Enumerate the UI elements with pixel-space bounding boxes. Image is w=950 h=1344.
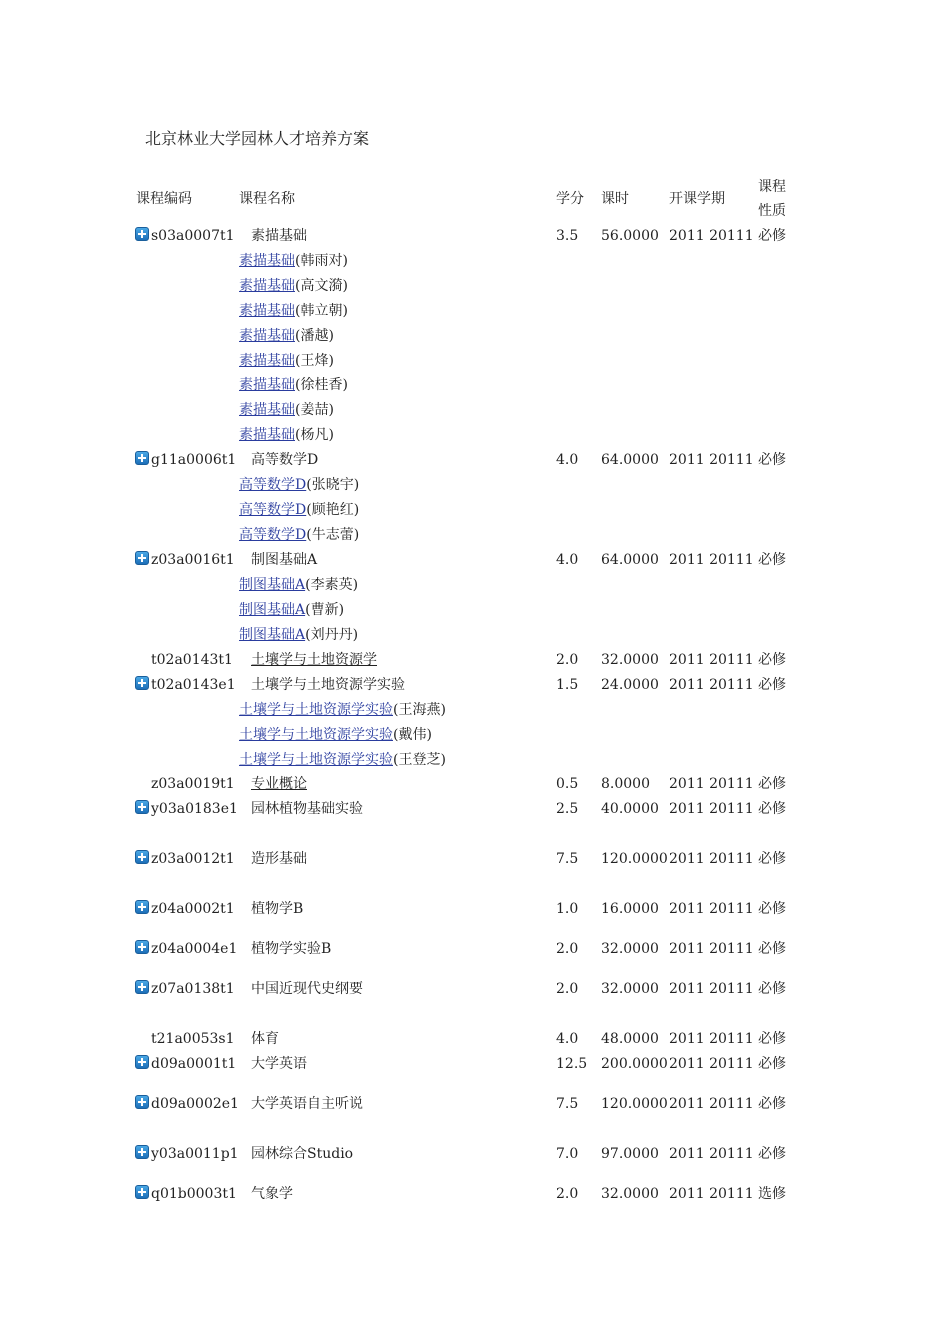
course-name: 中国近现代史纲要 (251, 981, 363, 997)
section-item (239, 625, 358, 645)
section-teacher: (王烽) (295, 353, 334, 369)
course-code: z03a0016t1 (151, 552, 235, 568)
course-name: 制图基础A (251, 552, 318, 568)
section-item (239, 725, 432, 745)
course-term: 2011 20111 (669, 1031, 754, 1047)
course-code: d09a0001t1 (151, 1056, 237, 1072)
section-link[interactable]: 素描基础 (239, 377, 295, 393)
section-teacher: (杨凡) (295, 427, 334, 443)
section-item (239, 301, 348, 321)
section-teacher: (王登芝) (393, 752, 446, 768)
course-term: 2011 20111 (669, 941, 754, 957)
section-teacher: (姜喆) (295, 402, 334, 418)
section-item (239, 575, 358, 595)
course-credit: 7.5 (556, 1096, 579, 1112)
course-hours: 97.0000 (601, 1146, 659, 1162)
course-name: 大学英语自主听说 (251, 1096, 363, 1112)
course-credit: 4.0 (556, 552, 579, 568)
course-term: 2011 20111 (669, 801, 754, 817)
section-teacher: (顾艳红) (306, 502, 360, 518)
course-name: 植物学实验B (251, 941, 332, 957)
course-code: q01b0003t1 (151, 1186, 237, 1202)
section-link[interactable]: 素描基础 (239, 303, 295, 319)
section-link[interactable]: 素描基础 (239, 253, 295, 269)
expand-plus-icon[interactable] (135, 1145, 149, 1159)
course-credit: 1.0 (556, 901, 579, 917)
course-nature: 必修 (758, 901, 786, 917)
section-item (239, 750, 446, 770)
course-nature: 必修 (758, 1096, 786, 1112)
course-code: t02a0143t1 (151, 652, 233, 668)
course-code: d09a0002e1 (151, 1096, 239, 1112)
course-credit: 2.0 (556, 652, 579, 668)
section-item (239, 475, 359, 495)
course-credit: 3.5 (556, 228, 579, 244)
course-credit: 4.0 (556, 452, 579, 468)
section-item (239, 525, 359, 545)
header-name: 课程名称 (239, 191, 295, 207)
course-nature: 必修 (758, 677, 786, 693)
section-teacher: (牛志蕾) (306, 527, 360, 543)
section-teacher: (李素英) (305, 577, 359, 593)
section-item (239, 425, 334, 445)
course-nature: 必修 (758, 452, 786, 468)
course-nature: 必修 (758, 552, 786, 568)
section-link[interactable]: 素描基础 (239, 328, 295, 344)
section-link[interactable]: 高等数学D (239, 527, 307, 543)
header-nature-line1: 课程 (758, 179, 786, 195)
course-name: 园林植物基础实验 (251, 801, 363, 817)
course-credit: 2.0 (556, 981, 579, 997)
course-nature: 必修 (758, 1031, 786, 1047)
course-nature: 必修 (758, 1056, 786, 1072)
course-code: y03a0183e1 (151, 801, 238, 817)
course-term: 2011 20111 (669, 981, 754, 997)
course-term: 2011 20111 (669, 228, 754, 244)
section-item (239, 276, 348, 296)
section-link[interactable]: 素描基础 (239, 353, 295, 369)
expand-plus-icon[interactable] (135, 1095, 149, 1109)
page-title: 北京林业大学园林人才培养方案 (145, 129, 370, 148)
course-hours: 200.0000 (601, 1056, 668, 1072)
course-name: 植物学B (251, 901, 304, 917)
course-name: 造形基础 (251, 851, 307, 867)
expand-plus-icon[interactable] (135, 850, 149, 864)
section-teacher: (徐桂香) (295, 377, 348, 393)
header-nature-line2: 性质 (758, 203, 786, 219)
section-link[interactable]: 素描基础 (239, 402, 295, 418)
expand-plus-icon[interactable] (135, 451, 149, 465)
section-item (239, 600, 344, 620)
section-teacher: (曹新) (305, 602, 345, 618)
course-name: 体育 (251, 1031, 279, 1047)
course-credit: 7.0 (556, 1146, 579, 1162)
course-term: 2011 20111 (669, 776, 754, 792)
section-item (239, 400, 334, 420)
expand-plus-icon[interactable] (135, 227, 149, 241)
section-item (239, 375, 348, 395)
course-term: 2011 20111 (669, 552, 754, 568)
course-nature: 必修 (758, 776, 786, 792)
course-hours: 32.0000 (601, 941, 659, 957)
section-link[interactable]: 高等数学D (239, 502, 307, 518)
course-term: 2011 20111 (669, 1056, 754, 1072)
section-item (239, 500, 359, 520)
section-teacher: (刘丹丹) (305, 627, 359, 643)
course-term: 2011 20111 (669, 901, 754, 917)
header-code: 课程编码 (136, 191, 192, 207)
section-link[interactable]: 制图基础A (239, 627, 306, 643)
course-code: g11a0006t1 (151, 452, 237, 468)
course-credit: 2.0 (556, 941, 579, 957)
course-nature: 选修 (758, 1186, 786, 1202)
course-credit: 0.5 (556, 776, 579, 792)
course-code: z03a0019t1 (151, 776, 235, 792)
section-link[interactable]: 素描基础 (239, 427, 295, 443)
course-term: 2011 20111 (669, 851, 754, 867)
course-hours: 48.0000 (601, 1031, 659, 1047)
course-nature: 必修 (758, 228, 786, 244)
course-nature: 必修 (758, 652, 786, 668)
course-code: t21a0053s1 (151, 1031, 235, 1047)
course-term: 2011 20111 (669, 1146, 754, 1162)
course-credit: 12.5 (556, 1056, 588, 1072)
course-name[interactable]: 专业概论 (251, 776, 307, 792)
course-term: 2011 20111 (669, 1186, 754, 1202)
course-code: s03a0007t1 (151, 228, 235, 244)
section-link[interactable]: 土壤学与土地资源学实验 (239, 727, 393, 743)
course-code: t02a0143e1 (151, 677, 236, 693)
course-hours: 56.0000 (601, 228, 659, 244)
course-hours: 32.0000 (601, 1186, 659, 1202)
course-credit: 2.5 (556, 801, 579, 817)
course-name: 高等数学D (251, 452, 319, 468)
expand-plus-icon[interactable] (135, 800, 149, 814)
course-hours: 120.0000 (601, 851, 668, 867)
course-code: z04a0004e1 (151, 941, 238, 957)
section-link[interactable]: 制图基础A (239, 577, 306, 593)
course-hours: 64.0000 (601, 452, 659, 468)
expand-plus-icon[interactable] (135, 900, 149, 914)
course-term: 2011 20111 (669, 652, 754, 668)
section-item (239, 700, 446, 720)
course-code: z04a0002t1 (151, 901, 235, 917)
course-credit: 1.5 (556, 677, 579, 693)
course-name: 园林综合Studio (251, 1146, 354, 1162)
header-credit: 学分 (556, 191, 584, 207)
section-teacher: (张晓宇) (306, 477, 360, 493)
course-credit: 7.5 (556, 851, 579, 867)
expand-plus-icon[interactable] (135, 1185, 149, 1199)
section-item (239, 251, 348, 271)
course-hours: 40.0000 (601, 801, 659, 817)
course-hours: 24.0000 (601, 677, 659, 693)
section-teacher: (韩雨对) (295, 253, 348, 269)
course-code: y03a0011p1 (151, 1146, 239, 1162)
section-teacher: (韩立朝) (295, 303, 348, 319)
course-name: 土壤学与土地资源学实验 (251, 677, 405, 693)
course-term: 2011 20111 (669, 1096, 754, 1112)
course-name[interactable]: 土壤学与土地资源学 (251, 652, 377, 668)
course-nature: 必修 (758, 941, 786, 957)
course-term: 2011 20111 (669, 452, 754, 468)
expand-plus-icon[interactable] (135, 980, 149, 994)
expand-plus-icon[interactable] (135, 676, 149, 690)
course-name: 大学英语 (251, 1056, 307, 1072)
course-name: 素描基础 (251, 228, 307, 244)
course-credit: 2.0 (556, 1186, 579, 1202)
course-credit: 4.0 (556, 1031, 579, 1047)
course-hours: 32.0000 (601, 981, 659, 997)
header-term: 开课学期 (669, 191, 725, 207)
course-hours: 32.0000 (601, 652, 659, 668)
course-hours: 64.0000 (601, 552, 659, 568)
expand-plus-icon[interactable] (135, 551, 149, 565)
course-nature: 必修 (758, 801, 786, 817)
course-hours: 8.0000 (601, 776, 650, 792)
section-link[interactable]: 制图基础A (239, 602, 306, 618)
section-teacher: (潘越) (295, 328, 334, 344)
course-nature: 必修 (758, 851, 786, 867)
course-term: 2011 20111 (669, 677, 754, 693)
section-link[interactable]: 土壤学与土地资源学实验 (239, 702, 393, 718)
section-item (239, 351, 334, 371)
course-hours: 16.0000 (601, 901, 659, 917)
section-teacher: (戴伟) (393, 727, 432, 743)
section-item (239, 326, 334, 346)
expand-plus-icon[interactable] (135, 940, 149, 954)
section-teacher: (王海燕) (393, 702, 446, 718)
section-link[interactable]: 高等数学D (239, 477, 307, 493)
section-teacher: (高文漪) (295, 278, 348, 294)
course-code: z03a0012t1 (151, 851, 235, 867)
course-code: z07a0138t1 (151, 981, 235, 997)
header-hours: 课时 (601, 191, 629, 207)
course-nature: 必修 (758, 981, 786, 997)
course-hours: 120.0000 (601, 1096, 668, 1112)
expand-plus-icon[interactable] (135, 1055, 149, 1069)
course-name: 气象学 (251, 1186, 293, 1202)
section-link[interactable]: 素描基础 (239, 278, 295, 294)
section-link[interactable]: 土壤学与土地资源学实验 (239, 752, 393, 768)
course-nature: 必修 (758, 1146, 786, 1162)
